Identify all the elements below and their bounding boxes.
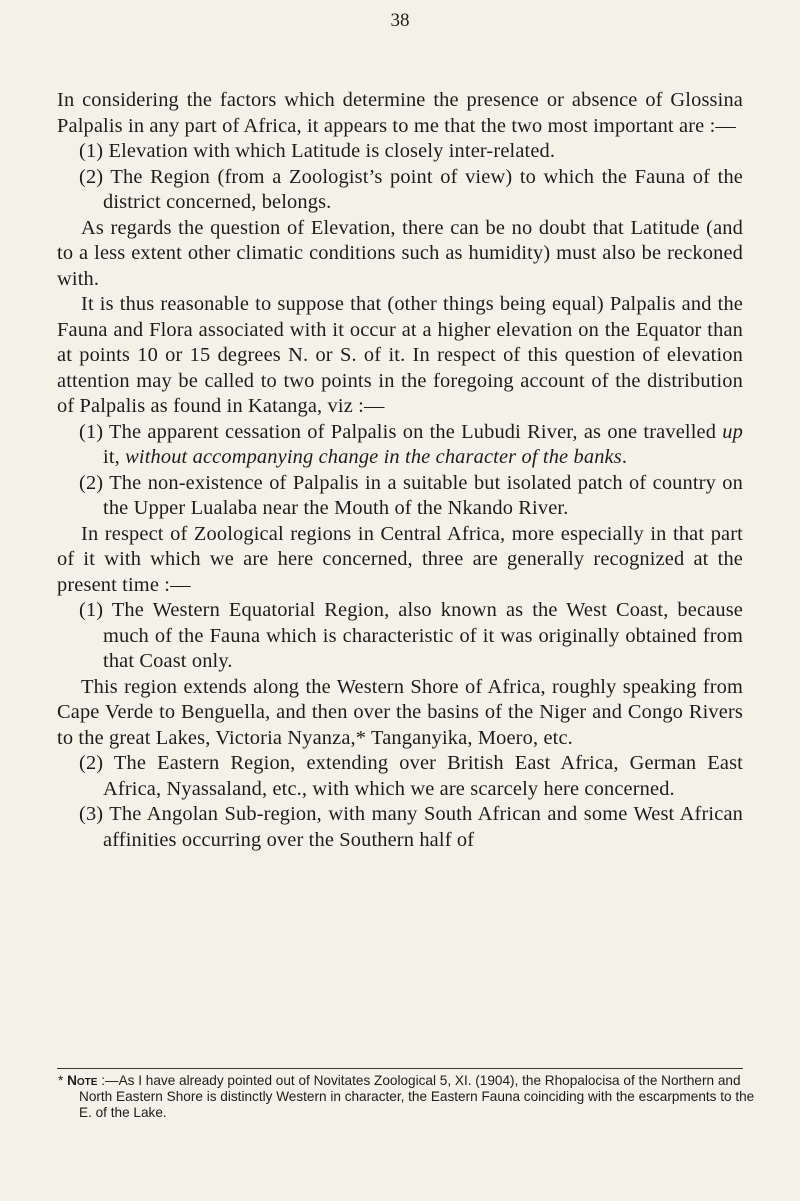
- paragraph-elevation: As regards the question of Elevation, there can be no doubt that Latitude (and to a less extent other climatic conditions such as humidity) must also be reckoned with.: [57, 216, 743, 290]
- list-item-elevation: (1) Elevation with which Latitude is closely inter-related.: [79, 140, 556, 162]
- lubudi-lead: (1) The apparent cessation of Palpalis on the Lubudi River, as one travelled: [79, 420, 723, 443]
- list-item-nkando-river: (2) The non-existence of Palpalis in a suitable but isolated patch of country on the Upper Lualaba near the Mouth of the Nkando River.: [79, 471, 743, 519]
- list-item-eastern-region: (2) The Eastern Region, extending over British East Africa, German East Africa, Nyassaland, etc., with which we are scarcely here concerned.: [79, 752, 743, 800]
- emphasis-up: up: [722, 420, 743, 443]
- body-text: [57, 88, 743, 853]
- paragraph-intro: In considering the factors which determine the presence or absence of Glossina Palpalis in any part of Africa, it appears to me that the two most important are :—: [57, 89, 743, 137]
- list-item-lubudi-river: [57, 420, 743, 471]
- paragraph-western-extent: [57, 675, 743, 752]
- footnote-text: :—As I have already pointed out of Novitates Zoological 5, XI. (1904), the Rhopalocisa of the Northern and North Eastern Shore is distinctly Western in character, the Eastern Fauna coinciding with the escarpments to the E. of the Lake.: [79, 1073, 755, 1120]
- list-item-region: (2) The Region (from a Zoologist’s point of view) to which the Fauna of the district concerned, belongs.: [79, 165, 743, 213]
- footnote-label: Note: [67, 1073, 98, 1088]
- footnote: [58, 1073, 763, 1121]
- lubudi-mid: it,: [103, 446, 126, 468]
- footnote-mark: *: [58, 1073, 64, 1088]
- paragraph-zoological-regions: In respect of Zoological regions in Central Africa, more especially in that part of it with which we are here concerned, three are generally recognized at the present time :—: [57, 522, 743, 596]
- emphasis-without-change: without accompanying change in the character of the banks: [125, 446, 622, 468]
- western-extent-a: This region extends along the Western Shore of Africa, roughly speaking from Cape Verde to Benguella, and then over the basins of the Niger and Congo Rivers to the great Lakes, Victoria Nyanza,: [57, 675, 743, 749]
- paragraph-equator: It is thus reasonable to suppose that (other things being equal) Palpalis and the Fauna and Flora associated with it occur at a higher elevation on the Equator than at points 10 or 15 degrees N. or S. of it. In respect of this question of elevation attention may be called to two points in the foregoing account of the distribution of Palpalis as found in Katanga, viz :—: [57, 293, 743, 417]
- footnote-divider: [57, 1068, 743, 1069]
- footnote-reference: *: [355, 726, 367, 749]
- list-item-western-region: (1) The Western Equatorial Region, also known as the West Coast, because much of the Fauna which is characteristic of it was originally obtained from that Coast only.: [79, 599, 743, 672]
- page-number: 38: [390, 10, 410, 31]
- western-extent-b: Tanganyika, Moero, etc.: [366, 726, 573, 749]
- list-item-angolan-subregion: (3) The Angolan Sub-region, with many South African and some West African affinities occurring over the Southern half of: [79, 803, 743, 851]
- lubudi-end: .: [621, 446, 628, 468]
